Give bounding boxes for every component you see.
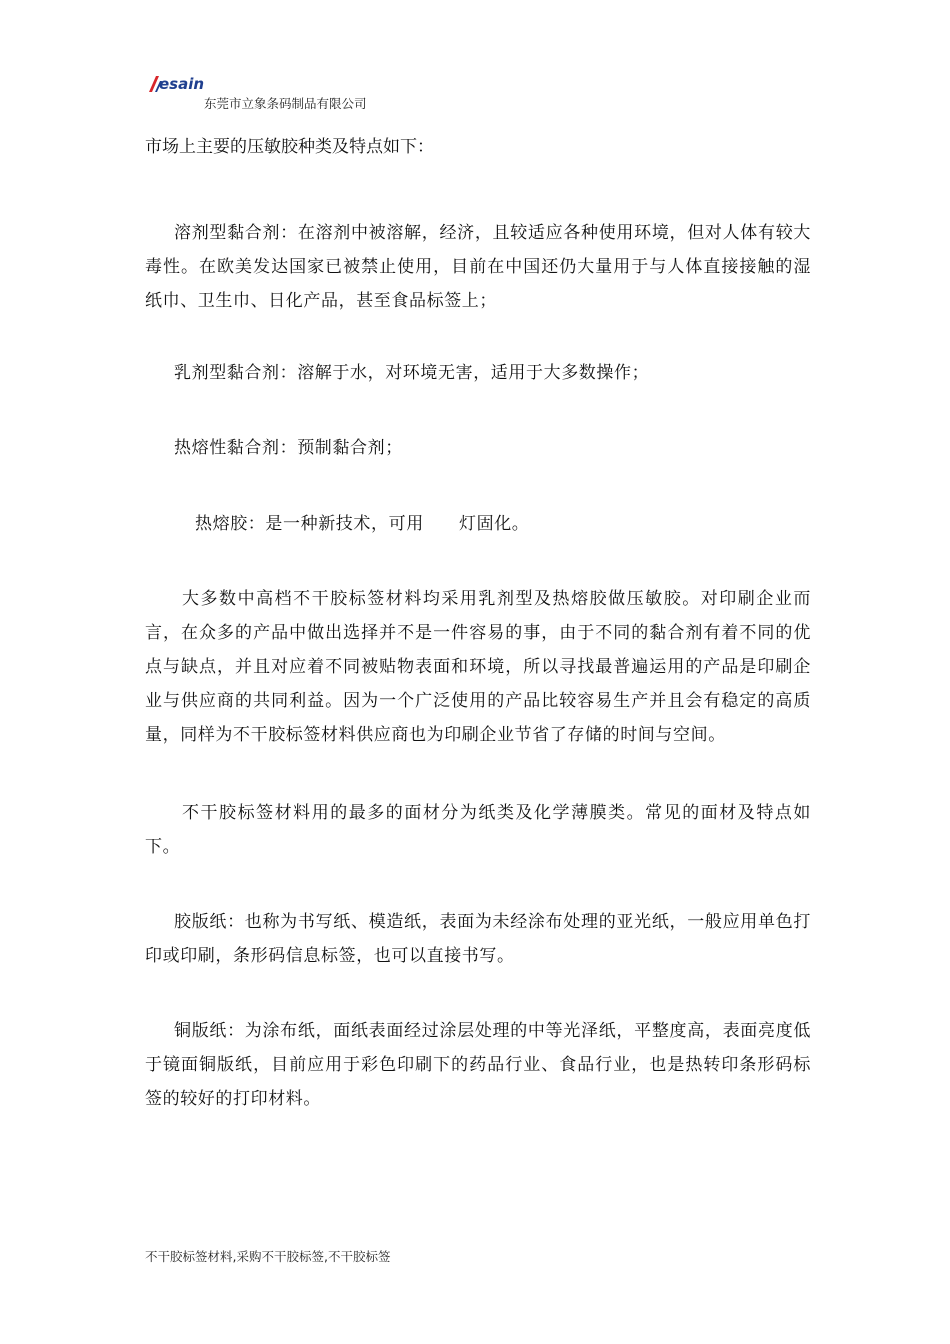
svg-text:esain: esain: [159, 75, 205, 93]
page-footer: 不干胶标签材料,采购不干胶标签,不干胶标签: [145, 1249, 391, 1264]
intro-paragraph: 市场上主要的压敏胶种类及特点如下：: [145, 137, 434, 157]
offset-paper-paragraph: 胶版纸：也称为书写纸、模造纸，表面为未经涂布处理的亚光纸，一般应用单色打印或印刷，条形码信息标签，也可以直接书写。: [145, 912, 811, 966]
solvent-adhesive-paragraph: 溶剂型黏合剂：在溶剂中被溶解，经济，且较适应各种使用环境，但对人体有较大毒性。在欧美发达国家已被禁止使用，目前在中国还仍大量用于与人体直接接触的湿纸巾、卫生巾、日化产品，甚至食品标签上；: [145, 223, 811, 311]
page-header: [147, 72, 467, 116]
esain-logo-icon: [147, 72, 209, 96]
facestock-paragraph: 不干胶标签材料用的最多的面材分为纸类及化学薄膜类。常见的面材及特点如下。: [145, 803, 811, 857]
hotmelt-adhesive-paragraph: 热熔性黏合剂：预制黏合剂；: [174, 438, 403, 458]
document-body: [145, 130, 811, 1116]
majority-paragraph: 大多数中高档不干胶标签材料均采用乳剂型及热熔胶做压敏胶。对印刷企业而言，在众多的产品中做出选择并不是一件容易的事，由于不同的黏合剂有着不同的优点与缺点，并且对应着不同被贴物表面和环境，所以寻找最普遍运用的产品是印刷企业与供应商的共同利益。因为一个广泛使用的产品比较容易生产并且会有稳定的高质量，同样为不干胶标签材料供应商也为印刷企业节省了存储的时间与空间。: [145, 589, 811, 745]
emulsion-adhesive-paragraph: 乳剂型黏合剂：溶解于水，对环境无害，适用于大多数操作；: [174, 363, 650, 383]
hotmelt-glue-paragraph: 热熔胶：是一种新技术，可用 灯固化。: [195, 514, 530, 534]
coated-paper-paragraph: 铜版纸：为涂布纸，面纸表面经过涂层处理的中等光泽纸，平整度高，表面亮度低于镜面铜版纸，目前应用于彩色印刷下的药品行业、食品行业，也是热转印条形码标签的较好的打印材料。: [145, 1021, 811, 1109]
company-name: 东莞市立象条码制品有限公司: [204, 96, 367, 111]
company-logo: [147, 72, 207, 96]
